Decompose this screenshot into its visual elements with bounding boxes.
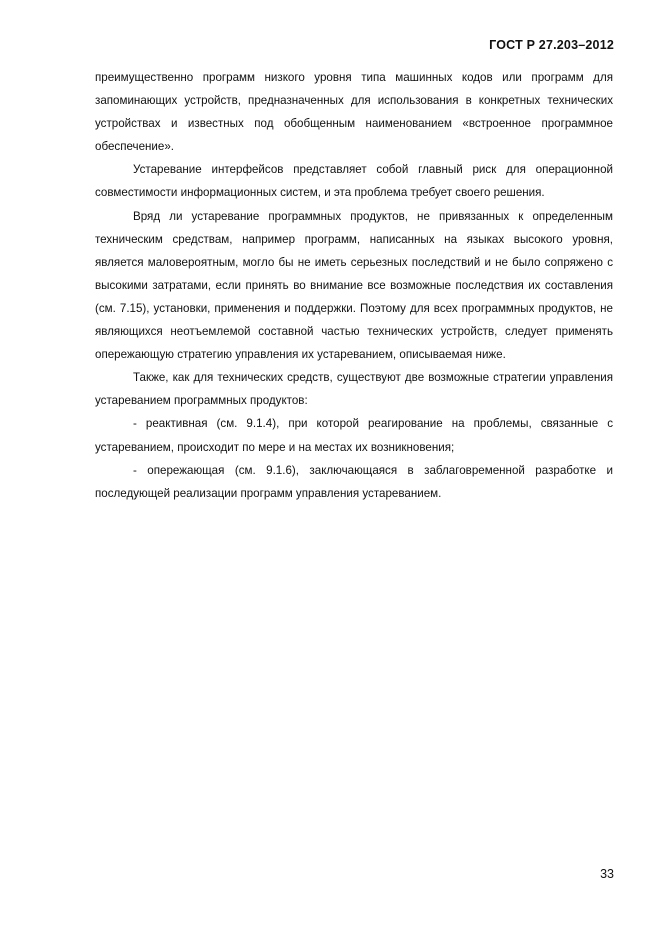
list-item-proactive-strategy: - опережающая (см. 9.1.6), заключающаяся в заблаговременной разработке и последующей реализации программ управления устареванием. <box>95 463 613 500</box>
paragraph-software-obsolescence: Вряд ли устаревание программных продуктов, не привязанных к определенным техническим средствам, например программ, написанных на языках высокого уровня, является маловероятным, могло бы не иметь серьезных последствий и не было сопряжено с высокими затратами, если принять во внимание все возможные последствия их составления (см. 7.15), установки, применения и поддержки. Поэтому для всех программных продуктов, не являющихся неотъемлемой составной частью технических устройств, следует применять опережающую стратегию управления их устареванием, описываемая ниже. <box>95 209 613 362</box>
body-text <box>95 66 613 505</box>
paragraph-interface-obsolescence: Устаревание интерфейсов представляет собой главный риск для операционной совместимости информационных систем, и эта проблема требует своего решения. <box>95 163 613 200</box>
list-item-reactive-strategy: - реактивная (см. 9.1.4), при которой реагирование на проблемы, связанные с устареванием, происходит по мере и на местах их возникновения; <box>95 417 613 454</box>
paragraph-strategies-intro: Также, как для технических средств, существуют две возможные стратегии управления устареванием программных продуктов: <box>95 371 613 408</box>
document-code-header: ГОСТ Р 27.203–2012 <box>489 38 614 52</box>
page-number: 33 <box>600 867 614 881</box>
paragraph-embedded-software: преимущественно программ низкого уровня типа машинных кодов или программ для запоминающих устройств, предназначенных для использования в конкретных технических устройствах и известных под обобщенным наименованием «встроенное программное обеспечение». <box>95 71 613 154</box>
